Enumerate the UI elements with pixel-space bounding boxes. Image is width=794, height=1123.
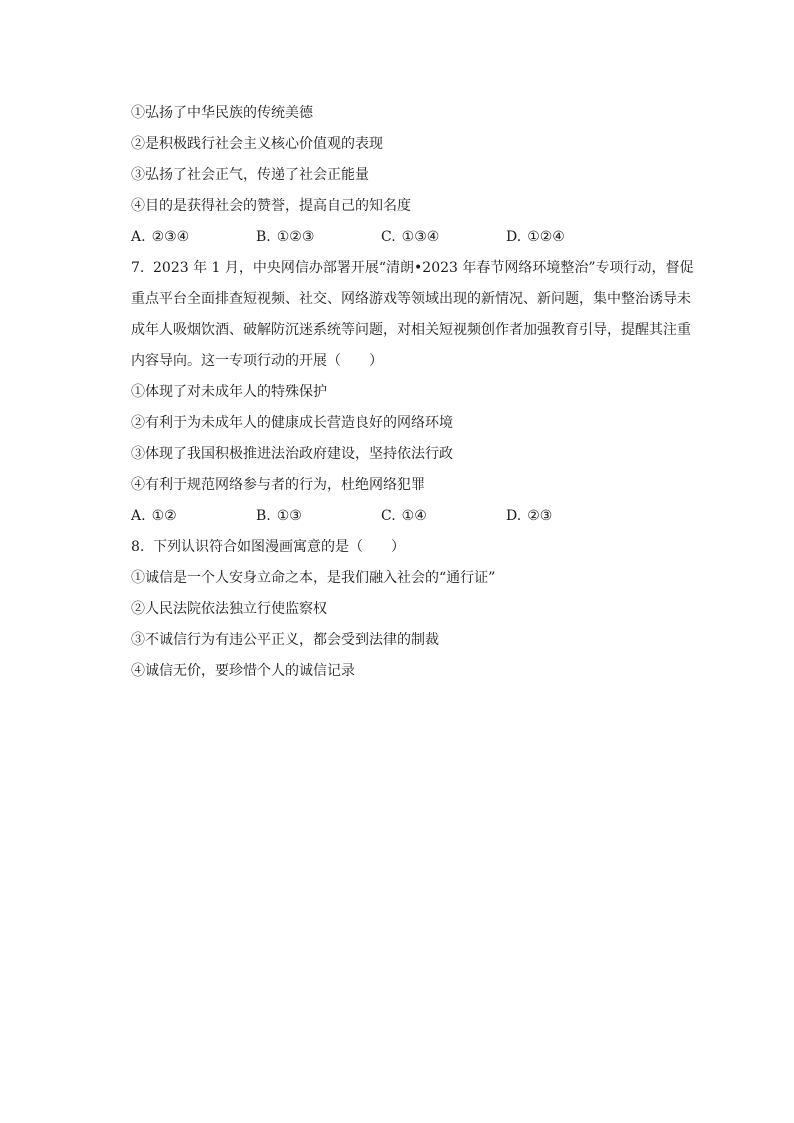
question-stem: 8. 下列认识符合如图漫画寓意的是（ ） xyxy=(131,532,696,563)
statement-2: ②有利于为未成年人的健康成长营造良好的网络环境 xyxy=(131,415,453,431)
question-7 xyxy=(131,253,696,532)
option-d: D. ②③ xyxy=(506,508,553,524)
statement-1: ①诚信是一个人安身立命之本，是我们融入社会的“通行证” xyxy=(131,570,496,586)
question-6 xyxy=(131,98,696,253)
question-stem-line-2: 重点平台全面排查短视频、社交、网络游戏等领域出现的新情况、新问题，集中整治诱导未 xyxy=(131,291,691,307)
question-number: 7. xyxy=(131,260,145,276)
statement-3: ③不诚信行为有违公平正义，都会受到法律的制裁 xyxy=(131,632,439,648)
option-c: C. ①③④ xyxy=(381,229,440,245)
answer-options xyxy=(131,501,696,532)
statement-4: ④诚信无价，要珍惜个人的诚信记录 xyxy=(131,663,355,679)
option-d: D. ①②④ xyxy=(506,229,565,245)
statement-3: ③体现了我国积极推进法治政府建设，坚持依法行政 xyxy=(131,446,453,462)
option-b: B. ①②③ xyxy=(256,229,315,245)
question-number: 8. xyxy=(131,539,145,555)
question-stem-line-1: 7. 2023 年 1 月，中央网信办部署开展“清朗•2023 年春节网络环境整治”专项行动，督促 xyxy=(131,253,696,284)
option-c: C. ①④ xyxy=(381,508,427,524)
option-a: A. ②③④ xyxy=(131,229,190,245)
question-8 xyxy=(131,532,696,687)
statement-4: ④目的是获得社会的赞誉，提高自己的知名度 xyxy=(131,198,411,214)
statement-3: ③弘扬了社会正气，传递了社会正能量 xyxy=(131,167,369,183)
statement-2: ②是积极践行社会主义核心价值观的表现 xyxy=(131,136,383,152)
statement-2: ②人民法院依法独立行使监察权 xyxy=(131,601,327,617)
option-a: A. ①② xyxy=(131,508,177,524)
answer-options xyxy=(131,222,696,253)
statement-1: ①体现了对未成年人的特殊保护 xyxy=(131,384,327,400)
statement-1: ①弘扬了中华民族的传统美德 xyxy=(131,105,313,121)
document-page xyxy=(131,98,696,687)
statement-4: ④有利于规范网络参与者的行为，杜绝网络犯罪 xyxy=(131,477,425,493)
question-stem-line-3: 成年人吸烟饮酒、破解防沉迷系统等问题，对相关短视频创作者加强教育引导，提醒其注重 xyxy=(131,322,691,338)
question-stem-line-4: 内容导向。这一专项行动的开展（ ） xyxy=(131,353,383,369)
option-b: B. ①③ xyxy=(256,508,302,524)
